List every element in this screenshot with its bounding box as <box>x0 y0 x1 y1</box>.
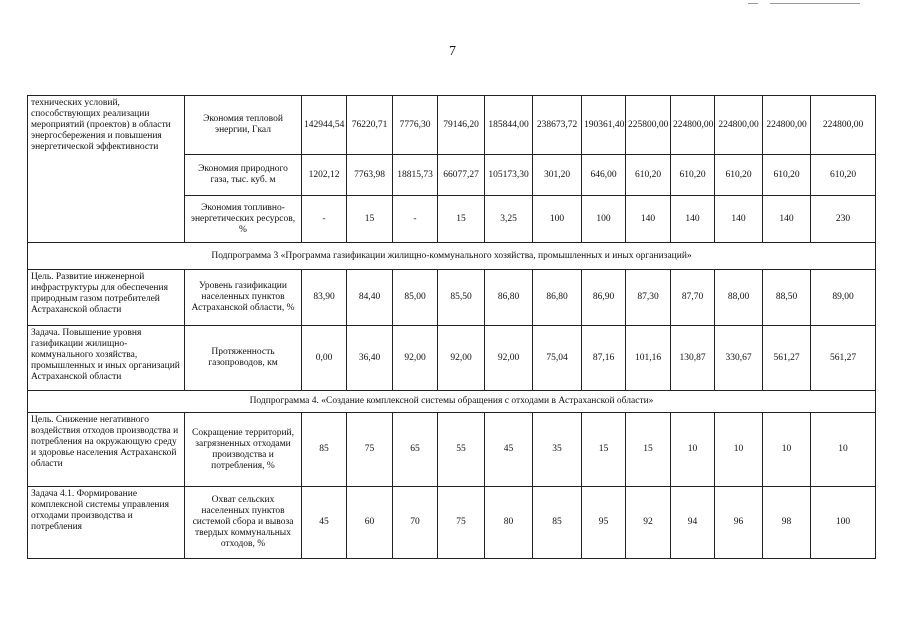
value-cell: 85 <box>302 413 347 487</box>
indicator-name-cell: Сокращение территорий, загрязненных отходами производства и потребления, % <box>185 413 302 487</box>
value-cell: 96 <box>715 487 763 559</box>
value-cell: - <box>302 196 347 243</box>
value-cell: 85,00 <box>393 270 438 326</box>
value-cell: 140 <box>763 196 811 243</box>
value-cell: 92,00 <box>393 326 438 391</box>
value-cell: 7763,98 <box>347 155 393 196</box>
indicator-name-cell: Экономия природного газа, тыс. куб. м <box>185 155 302 196</box>
value-cell: 95 <box>582 487 626 559</box>
goal-cell: технических условий, способствующих реализации мероприятий (проектов) в области энергосбережения и повышения энергетической эффективности <box>28 96 185 243</box>
value-cell: 92,00 <box>438 326 485 391</box>
value-cell: 230 <box>811 196 876 243</box>
value-cell: 88,50 <box>763 270 811 326</box>
value-cell: 36,40 <box>347 326 393 391</box>
value-cell: 83,90 <box>302 270 347 326</box>
value-cell: 100 <box>582 196 626 243</box>
value-cell: 15 <box>438 196 485 243</box>
value-cell: 35 <box>533 413 582 487</box>
value-cell: 224800,00 <box>671 96 715 155</box>
value-cell: 86,80 <box>485 270 533 326</box>
value-cell: 79146,20 <box>438 96 485 155</box>
table-row <box>28 413 876 487</box>
goal-cell: Задача 4.1. Формирование комплексной системы управления отходами производства и потребления <box>28 487 185 559</box>
indicator-name-cell: Экономия топливно-энергетических ресурсов, % <box>185 196 302 243</box>
value-cell: 238673,72 <box>533 96 582 155</box>
value-cell: 100 <box>533 196 582 243</box>
indicator-name-cell: Уровень газификации населенных пунктов Астраханской области, % <box>185 270 302 326</box>
value-cell: 60 <box>347 487 393 559</box>
value-cell: 87,16 <box>582 326 626 391</box>
goal-cell: Цель. Снижение негативного воздействия отходов производства и потребления на окружающую среду и здоровье населения Астраханской области <box>28 413 185 487</box>
value-cell: 10 <box>763 413 811 487</box>
subprogram-title: Подпрограмма 4. «Создание комплексной системы обращения с отходами в Астраханской области» <box>28 391 876 413</box>
value-cell: 101,16 <box>626 326 671 391</box>
table-row <box>28 270 876 326</box>
value-cell: 225800,00 <box>626 96 671 155</box>
value-cell: 87,70 <box>671 270 715 326</box>
value-cell: 84,40 <box>347 270 393 326</box>
value-cell: 85 <box>533 487 582 559</box>
value-cell: 10 <box>715 413 763 487</box>
value-cell: 140 <box>671 196 715 243</box>
value-cell: 15 <box>347 196 393 243</box>
value-cell: 87,30 <box>626 270 671 326</box>
table-row <box>28 326 876 391</box>
value-cell: 7776,30 <box>393 96 438 155</box>
value-cell: 66077,27 <box>438 155 485 196</box>
value-cell: 75 <box>347 413 393 487</box>
value-cell: 10 <box>671 413 715 487</box>
subprogram-row <box>28 391 876 413</box>
value-cell: 3,25 <box>485 196 533 243</box>
goal-cell: Задача. Повышение уровня газификации жилищно-коммунального хозяйства, промышленных и иных организаций Астраханской области <box>28 326 185 391</box>
subprogram-title: Подпрограмма 3 «Программа газификации жилищно-коммунального хозяйства, промышленных и иных организаций» <box>28 243 876 270</box>
value-cell: 100 <box>811 487 876 559</box>
value-cell: 92 <box>626 487 671 559</box>
page-number: 7 <box>449 44 456 59</box>
value-cell: 140 <box>626 196 671 243</box>
value-cell: - <box>393 196 438 243</box>
value-cell: 80 <box>485 487 533 559</box>
value-cell: 130,87 <box>671 326 715 391</box>
indicator-name-cell: Протяженность газопроводов, км <box>185 326 302 391</box>
value-cell: 98 <box>763 487 811 559</box>
value-cell: 610,20 <box>715 155 763 196</box>
value-cell: 610,20 <box>763 155 811 196</box>
value-cell: 610,20 <box>626 155 671 196</box>
value-cell: 55 <box>438 413 485 487</box>
value-cell: 85,50 <box>438 270 485 326</box>
value-cell: 86,80 <box>533 270 582 326</box>
value-cell: 89,00 <box>811 270 876 326</box>
table-row <box>28 487 876 559</box>
value-cell: 75 <box>438 487 485 559</box>
value-cell: 224800,00 <box>715 96 763 155</box>
value-cell: 75,04 <box>533 326 582 391</box>
value-cell: 92,00 <box>485 326 533 391</box>
scan-mark <box>770 3 860 4</box>
value-cell: 10 <box>811 413 876 487</box>
indicators-table <box>27 95 876 559</box>
value-cell: 561,27 <box>763 326 811 391</box>
value-cell: 224800,00 <box>811 96 876 155</box>
value-cell: 18815,73 <box>393 155 438 196</box>
value-cell: 142944,54 <box>302 96 347 155</box>
value-cell: 610,20 <box>671 155 715 196</box>
value-cell: 301,20 <box>533 155 582 196</box>
value-cell: 45 <box>485 413 533 487</box>
value-cell: 86,90 <box>582 270 626 326</box>
subprogram-row <box>28 243 876 270</box>
table-row <box>28 96 876 155</box>
indicator-name-cell: Охват сельских населенных пунктов системой сбора и вывоза твердых коммунальных отходов, % <box>185 487 302 559</box>
value-cell: 70 <box>393 487 438 559</box>
value-cell: 610,20 <box>811 155 876 196</box>
value-cell: 646,00 <box>582 155 626 196</box>
value-cell: 0,00 <box>302 326 347 391</box>
indicator-name-cell: Экономия тепловой энергии, Гкал <box>185 96 302 155</box>
value-cell: 140 <box>715 196 763 243</box>
value-cell: 94 <box>671 487 715 559</box>
value-cell: 330,67 <box>715 326 763 391</box>
scan-mark <box>748 3 758 4</box>
value-cell: 76220,71 <box>347 96 393 155</box>
goal-cell: Цель. Развитие инженерной инфраструктуры для обеспечения природным газом потребителей Астраханской области <box>28 270 185 326</box>
value-cell: 190361,40 <box>582 96 626 155</box>
value-cell: 185844,00 <box>485 96 533 155</box>
value-cell: 45 <box>302 487 347 559</box>
value-cell: 224800,00 <box>763 96 811 155</box>
value-cell: 105173,30 <box>485 155 533 196</box>
value-cell: 15 <box>582 413 626 487</box>
value-cell: 88,00 <box>715 270 763 326</box>
value-cell: 561,27 <box>811 326 876 391</box>
value-cell: 15 <box>626 413 671 487</box>
value-cell: 65 <box>393 413 438 487</box>
value-cell: 1202,12 <box>302 155 347 196</box>
